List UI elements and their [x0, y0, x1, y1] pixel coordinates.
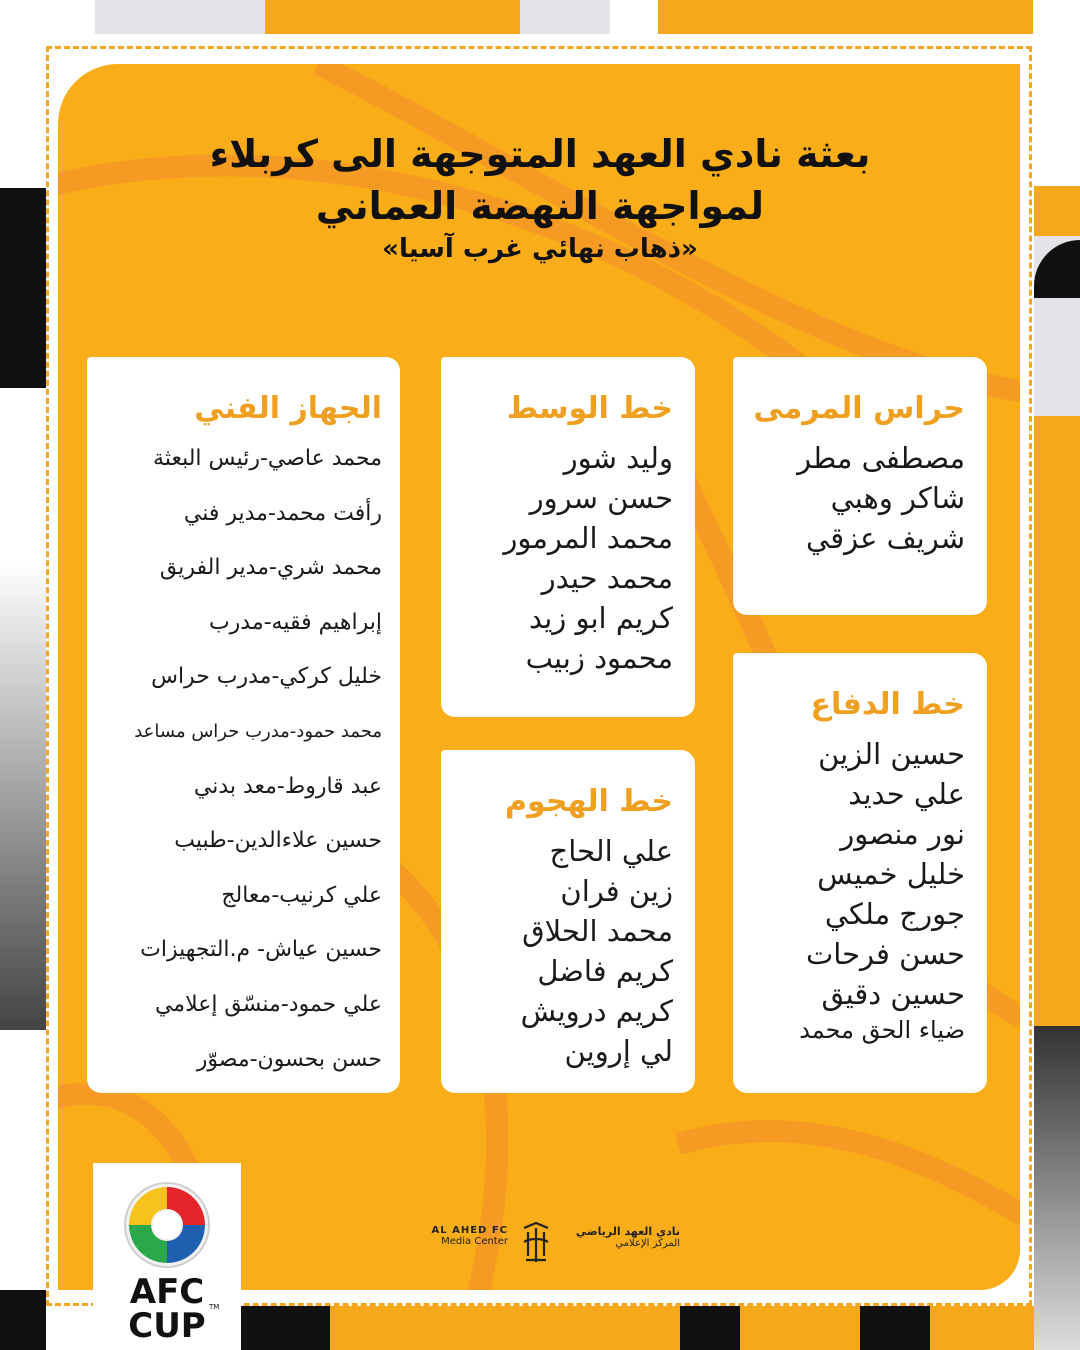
- player-name: كريم فاضل: [537, 954, 673, 988]
- player-name: محمد حيدر: [541, 561, 673, 595]
- technical-staff-card: [87, 357, 400, 1093]
- headline-line-2: لمواجهة النهضة العماني: [315, 184, 765, 228]
- bg-block: [330, 1306, 680, 1350]
- bg-gradient-block: [1034, 1026, 1080, 1350]
- staff-member: محمد شري-مدير الفريق: [159, 555, 382, 581]
- player-name: محمود زبيب: [525, 641, 673, 675]
- player-name: شاكر وهبي: [830, 481, 965, 515]
- player-name: مصطفى مطر: [797, 441, 965, 475]
- bg-block: [240, 1306, 330, 1350]
- defense-heading: خط الدفاع: [810, 687, 965, 722]
- staff-member: محمد عاصي-رئيس البعثة: [153, 446, 382, 471]
- player-name: شريف عزقي: [806, 521, 965, 555]
- staff-member: حسين عياش- م.التجهيزات: [140, 937, 382, 963]
- staff-member: علي كرنيب-معالج: [221, 882, 382, 908]
- player-name: علي حديد: [848, 777, 965, 811]
- afc-ball-icon: [123, 1181, 211, 1269]
- club-brand-ar: [560, 1225, 680, 1249]
- bg-block: [1034, 416, 1080, 571]
- technical-staff-heading: الجهاز الفني: [194, 391, 382, 426]
- cup-text: CUP: [128, 1306, 206, 1346]
- player-name: حسن فرحات: [805, 937, 965, 971]
- al-ahed-crest-icon: [520, 1220, 552, 1266]
- bg-block: [265, 0, 520, 34]
- club-name-ar: نادي العهد الرياضي: [575, 1225, 680, 1238]
- headline-line-1: بعثة نادي العهد المتوجهة الى كربلاء: [209, 132, 871, 176]
- goalkeepers-card: [733, 357, 987, 615]
- staff-member: محمد حمود-مدرب حراس مساعد: [134, 720, 382, 742]
- player-name: كريم ابو زيد: [528, 601, 673, 635]
- staff-member: حسين علاءالدين-طبيب: [174, 828, 382, 854]
- headline-subtitle: «ذهاب نهائي غرب آسيا»: [382, 234, 698, 264]
- midfield-card: [441, 357, 695, 717]
- club-name-en: AL AHED FC: [431, 1225, 508, 1236]
- player-name: لي إروين: [564, 1034, 673, 1068]
- staff-member: خليل كركي-مدرب حراس: [151, 664, 382, 690]
- bg-gradient-block: [0, 560, 46, 1030]
- bg-block: [95, 0, 265, 34]
- player-name: حسين دقيق: [821, 977, 965, 1011]
- goalkeepers-heading: حراس المرمى: [753, 391, 965, 426]
- club-brand-en: [418, 1225, 508, 1247]
- player-name: محمد المرمور: [503, 521, 673, 555]
- bg-block: [930, 1306, 1034, 1350]
- bg-block: [0, 1290, 46, 1350]
- bg-block: [680, 1306, 740, 1350]
- player-name: كريم درويش: [520, 994, 673, 1028]
- player-name: زين فران: [560, 874, 673, 908]
- staff-member: حسن بحسون-مصوّر: [196, 1046, 382, 1072]
- trademark: TM: [209, 1303, 220, 1311]
- player-name: ضياء الحق محمد: [799, 1016, 965, 1044]
- bg-block: [520, 0, 610, 34]
- player-name: نور منصور: [840, 817, 965, 851]
- player-name: حسن سرور: [529, 481, 673, 515]
- club-sub-en: Media Center: [441, 1236, 508, 1247]
- staff-member: عبد قاروط-معد بدني: [193, 773, 382, 799]
- player-name: محمد الحلاق: [522, 914, 673, 948]
- staff-member: إبراهيم فقيه-مدرب: [208, 609, 382, 635]
- player-name: علي الحاج: [549, 834, 673, 868]
- player-name: حسين الزين: [818, 737, 965, 771]
- player-name: جورج ملكي: [824, 897, 965, 931]
- bg-block: [658, 0, 1033, 34]
- bg-block: [860, 1306, 930, 1350]
- bg-block: [740, 1306, 860, 1350]
- defense-card: [733, 653, 987, 1093]
- club-sub-ar: المركز الإعلامي: [615, 1238, 680, 1249]
- staff-member: رأفت محمد-مدير فني: [183, 500, 382, 526]
- staff-member: علي حمود-منسّق إعلامي: [154, 991, 382, 1017]
- attack-heading: خط الهجوم: [505, 784, 673, 819]
- midfield-heading: خط الوسط: [506, 391, 673, 426]
- afc-cup-logo: [93, 1163, 241, 1350]
- bg-block: [1034, 571, 1080, 1026]
- player-name: وليد شور: [563, 441, 673, 475]
- player-name: خليل خميس: [817, 857, 965, 891]
- attack-card: [441, 750, 695, 1093]
- afc-text: AFC: [129, 1272, 205, 1312]
